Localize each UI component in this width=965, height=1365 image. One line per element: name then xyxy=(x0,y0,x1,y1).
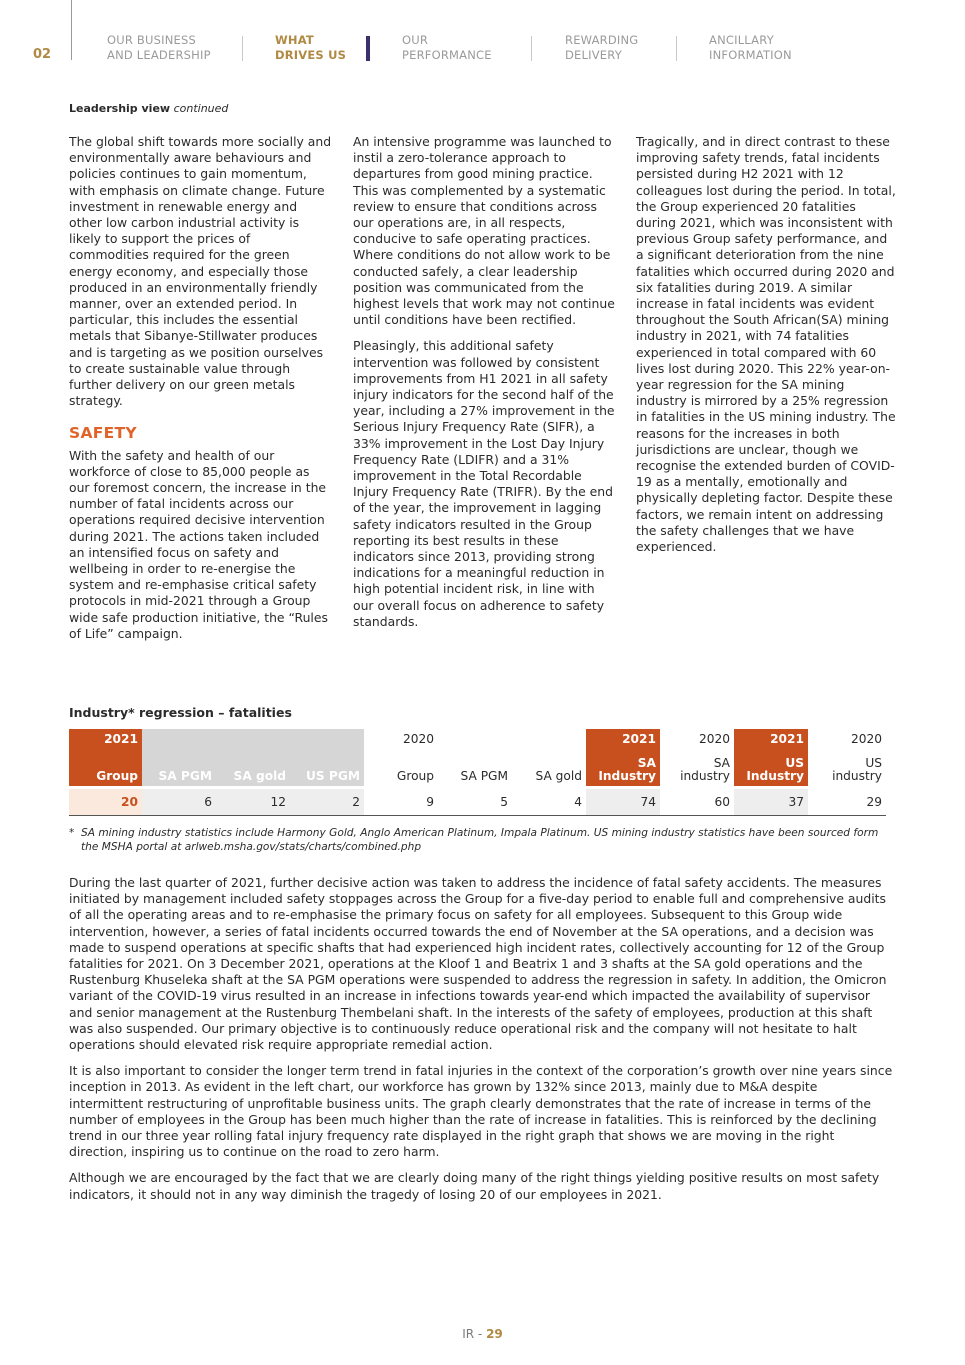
table-year-cell xyxy=(216,729,290,754)
paragraph: Pleasingly, this additional safety intervention was followed by consistent improvements from H1 2021 in all safety injury indicators for the second half of the year, including a 27% improvement in the Serious Injury Frequency Rate (SIFR), a 33% improvement in the Lost Day Injury Frequency Rate (LDIFR) and a 31% improvement in the Total Recordable Injury Frequency Rate (TRIFR). By the end of the year, the improvement in lagging safety indicators resulted in the Group reporting its best results in these indicators since 2013, providing strong indications for a meaningful reduction in high potential incident risk, in line with our overall focus on adherence to safety standards. xyxy=(353,338,615,629)
table-year-cell: 2020 xyxy=(850,732,882,746)
nav-ancillary-information[interactable] xyxy=(709,33,792,63)
footer-page-number: 29 xyxy=(486,1327,503,1341)
table-value-cell: 4 xyxy=(512,788,586,816)
footnote-text: SA mining industry statistics include Harmony Gold, Anglo American Platinum, Impala Platinum. US mining industry statistics have been sourced form the MSHA portal at arlweb.msha.gov/stats/charts/combined.php xyxy=(81,827,879,853)
table-year-cell: 2021 xyxy=(734,729,808,754)
paragraph: During the last quarter of 2021, further decisive action was taken to address the incidence of fatal safety accidents. The measures initiated by management included safety stoppages across the Group for a five-day period to enable full and comprehensive audits of all the operating areas and to re-emphasise the primary focus on safety for all employees. Subsequent to this Group wide intervention, however, a series of fatal incidents occurred towards the end of November at the SA operations, and a decision was made to suspend operations at specific shafts that had experienced high incident rates, collectively accounting for 12 of the Group fatalities for 2021. On 3 December 2021, operations at the Kloof 1 and Beatrix 1 and 3 shafts at the SA gold operations and the Rustenburg Khuseleka shaft at the SA PGM operations were suspended to address the regression in safety. In addition, the Omicron variant of the COVID-19 virus resulted in an increase in infections towards year-end which impacted the availability of supervisor and senior management at the Rustenburg Thembelani shaft. In the interests of the safety of employees, production at this shaft was also suspended. Our primary objective is to continuously reduce operational risk and the company will not hesitate to halt operations should elevated risk require appropriate remedial action. xyxy=(69,875,887,1053)
table-value-row xyxy=(69,788,886,816)
table-value-cell: 60 xyxy=(660,788,734,816)
table-year-cell xyxy=(142,729,216,754)
nav-our-performance[interactable] xyxy=(402,33,492,63)
table-column-header: SA Industry xyxy=(586,754,660,788)
table-value-cell: 20 xyxy=(69,788,142,816)
safety-heading: SAFETY xyxy=(69,424,137,443)
table-column-header: US Industry xyxy=(734,754,808,788)
table-title: Industry* regression – fatalities xyxy=(69,705,292,720)
table-column-header: Group xyxy=(69,754,142,788)
table-year-cell xyxy=(512,729,586,754)
text-column-2 xyxy=(353,134,617,640)
nav-label-line1: OUR xyxy=(402,33,429,47)
nav-our-business[interactable] xyxy=(107,33,211,63)
table-year-cell: 2021 xyxy=(586,729,660,754)
table-column-header: SA gold xyxy=(535,769,582,783)
paragraph: An intensive programme was launched to instil a zero-tolerance approach to departures from good mining practice. This was complemented by a systematic review to ensure that conditions across our operations are, in all respects, conducive to safe operating practices. Where conditions do not allow work to be conducted safely, a clear leadership position was communicated from the highest levels that work may not continue until conditions have been rectified. xyxy=(353,134,615,328)
table-value-cell: 2 xyxy=(290,788,364,816)
section-label xyxy=(69,102,228,115)
paragraph: With the safety and health of our workforce of close to 85,000 people as our foremost concern, the increase in the number of fatal incidents across our operations required decisive intervention during 2021. The actions taken included an intensified focus on safety and wellbeing in order to re-energise the system and re-emphasise critical safety protocols in mid-2021 through a Group wide safe production initiative, the “Rules of Life” campaign. xyxy=(69,447,328,641)
nav-label-line1: REWARDING xyxy=(565,33,639,47)
table-year-cell: 2021 xyxy=(69,729,142,754)
paragraph: Although we are encouraged by the fact that we are clearly doing many of the right things yielding positive results on most safety indicators, it should not in any way diminish the tragedy of losing 20 of our employees in 2021. xyxy=(69,1170,880,1202)
table-year-cell: 2020 xyxy=(402,732,434,746)
header-divider xyxy=(71,0,72,60)
table-year-cell: 2020 xyxy=(698,732,730,746)
nav-label-line1: WHAT xyxy=(275,33,314,47)
nav-separator xyxy=(676,36,677,61)
paragraph: The global shift towards more socially and environmentally aware behaviours and policies continues to gain momentum, with emphasis on climate change. Future investment in renewable energy and other low carbon industrial activity is likely to support the prices of commodities required for the green energy economy, and especially those produced in an environmentally friendly manner, over an extended period. In particular, this includes the essential metals that Sibanye-Stillwater produces and is targeting as we position ourselves to create sustainable value through further delivery on our green metals strategy. xyxy=(69,134,332,409)
table-column-header: US industry xyxy=(832,756,882,783)
body-text xyxy=(69,875,894,1213)
table-column-header: SA gold xyxy=(216,754,290,788)
table-label-row xyxy=(69,754,886,788)
text-column-1 xyxy=(69,134,333,652)
table-value-cell: 29 xyxy=(808,788,886,816)
table-value-cell: 9 xyxy=(364,788,438,816)
table-footnote xyxy=(69,826,899,854)
fatalities-table xyxy=(69,729,886,816)
nav-label-line2: AND LEADERSHIP xyxy=(107,48,211,62)
table-column-header: US PGM xyxy=(290,754,364,788)
paragraph: It is also important to consider the longer term trend in fatal injuries in the context of the corporation’s growth over nine years since inception in 2013. As evident in the left chart, our workforce has grown by 132% since 2013, mainly due to M&A despite intermittent restructuring of unprofitable business units. The graph clearly demonstrates that the rate of increase in terms of the number of employees in the Group has been much higher than the rate of increase in fatalities. This is reinforced by the declining trend in our three year rolling fatal injury frequency rate displayed in the right graph that shows we are moving in the right direction, inspiring us to continue on the road to zero harm. xyxy=(69,1063,893,1160)
table-value-cell: 5 xyxy=(438,788,512,816)
page-header xyxy=(0,0,965,80)
table-column-header: Group xyxy=(396,769,434,783)
table-value-cell: 12 xyxy=(216,788,290,816)
page-footer xyxy=(0,1327,965,1341)
nav-active-marker xyxy=(366,36,370,61)
section-label-bold: Leadership view xyxy=(69,102,171,115)
section-label-italic: continued xyxy=(173,102,229,115)
table-year-cell xyxy=(290,729,364,754)
table-value-cell: 6 xyxy=(142,788,216,816)
nav-what-drives-us[interactable] xyxy=(275,33,346,63)
nav-label-line2: PERFORMANCE xyxy=(402,48,492,62)
nav-label-line1: ANCILLARY xyxy=(709,33,774,47)
paragraph: Tragically, and in direct contrast to these improving safety trends, fatal incidents persisted during H2 2021 with 12 colleagues lost during the period. In total, the Group experienced 20 fatalities during 2021, which was inconsistent with previous Group safety performance, and a significant deterioration from the nine fatalities which occurred during 2020 and six fatalities during 2019. A similar increase in fatal incidents was evident throughout the South African(SA) mining industry in 2021, with 74 fatalities experienced in total compared with 60 lives lost during 2020. This 22% year-on-year regression for the SA mining industry is mirrored by a 25% regression in fatalities in the US mining industry. The reasons for the increases in both jurisdictions are unclear, though we recognise the extended burden of COVID-19 as a mentally, emotionally and physically depleting factor. Despite these factors, we remain intent on addressing the safety challenges that we have experienced. xyxy=(636,134,896,555)
text-column-3 xyxy=(636,134,898,565)
table-column-header: SA industry xyxy=(680,756,730,783)
footer-prefix: IR - xyxy=(462,1327,487,1341)
nav-label-line2: DRIVES US xyxy=(275,48,347,62)
page-section-number: 02 xyxy=(33,47,52,62)
nav-label-line2: DELIVERY xyxy=(565,48,622,62)
nav-label-line2: INFORMATION xyxy=(709,48,792,62)
nav-rewarding-delivery[interactable] xyxy=(565,33,638,63)
footnote-marker: * xyxy=(69,827,75,839)
nav-separator xyxy=(531,36,532,61)
table-value-cell: 74 xyxy=(586,788,660,816)
table-value-cell: 37 xyxy=(734,788,808,816)
table-year-row xyxy=(69,729,886,754)
nav-label-line1: OUR BUSINESS xyxy=(107,33,196,47)
table-year-cell xyxy=(438,729,512,754)
table-column-header: SA PGM xyxy=(460,769,508,783)
table-column-header: SA PGM xyxy=(142,754,216,788)
nav-separator xyxy=(242,36,243,61)
